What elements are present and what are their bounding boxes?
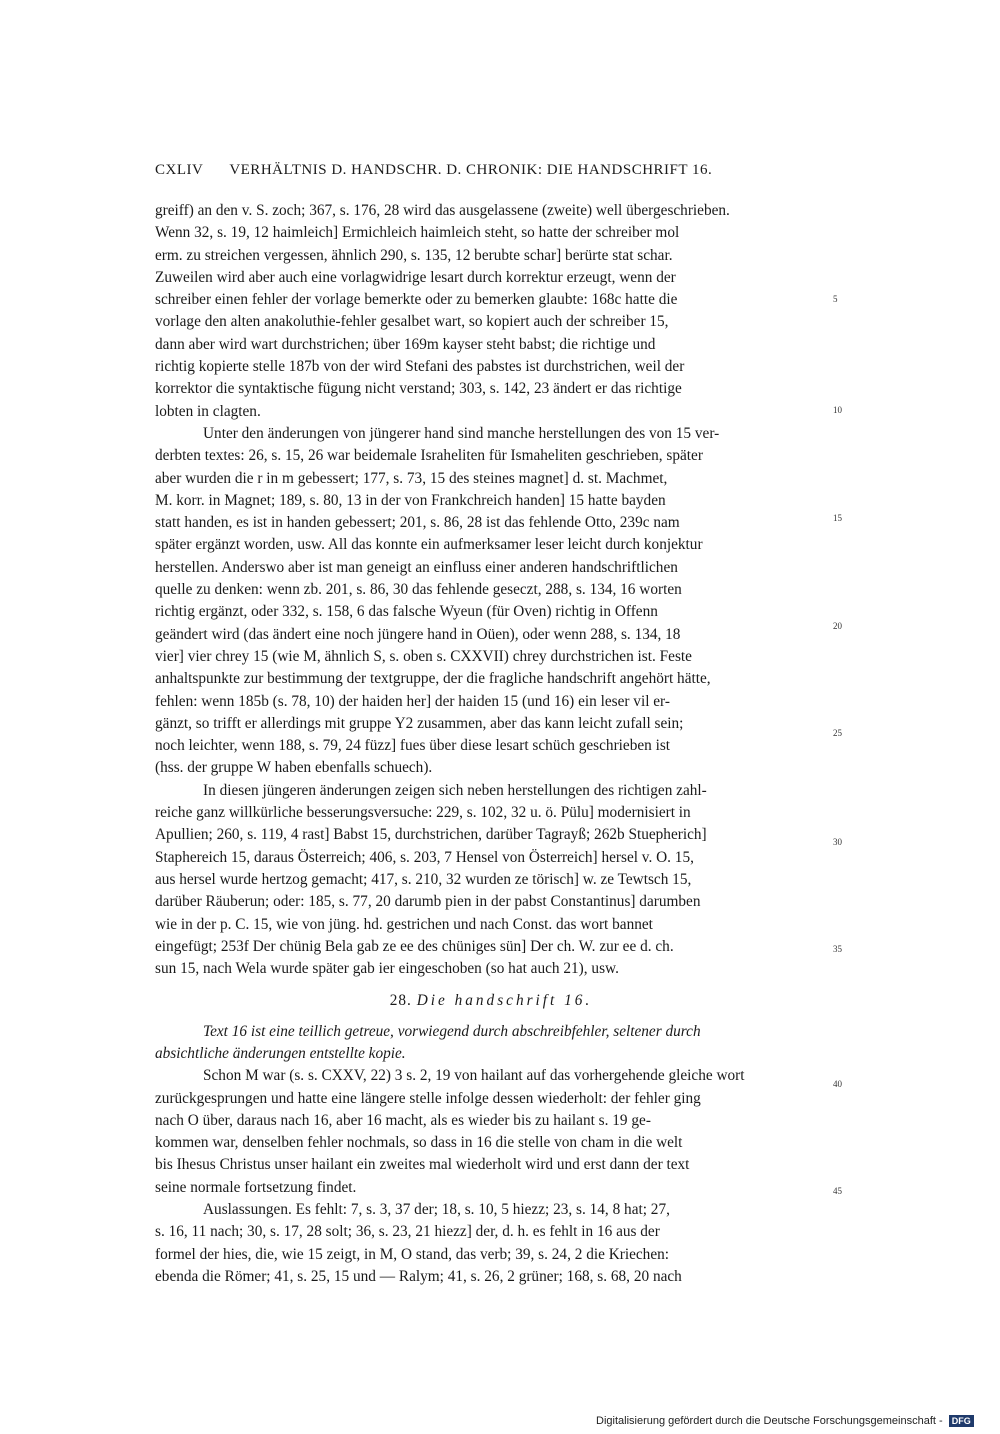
text-line: ebenda die Römer; 41, s. 25, 15 und — Ralym; 41, s. 26, 2 grüner; 168, s. 68, 20 nach <box>155 1267 682 1285</box>
text-line: Text 16 ist eine teillich getreue, vorwiegend durch abschreibfehler, seltener durch <box>203 1022 701 1040</box>
line-number: 20 <box>833 621 842 631</box>
text-line: vorlage den alten anakoluthie-fehler gesalbet wart, so kopiert auch der schreiber 15, <box>155 313 669 331</box>
dfg-logo: DFG <box>949 1415 974 1427</box>
text-line: derbten textes: 26, s. 15, 26 war beidemale Israheliten für Ismaheliten geschrieben, später <box>155 447 703 465</box>
line-number: 10 <box>833 405 842 415</box>
text-line: seine normale fortsetzung findet. <box>155 1178 357 1196</box>
text-line: absichtliche änderungen entstellte kopie. <box>155 1044 406 1062</box>
text-line: eingefügt; 253f Der chünig Bela gab ze ee des chüniges sün] Der ch. W. zur ee d. ch. <box>155 937 674 955</box>
text-line: Unter den änderungen von jüngerer hand sind manche herstellungen des von 15 ver- <box>203 424 720 442</box>
line-number: 15 <box>833 513 842 523</box>
text-line: M. korr. in Magnet; 189, s. 80, 13 in der von Frankchreich handen] 15 hatte bayden <box>155 491 666 509</box>
text-line: (hss. der gruppe W haben ebenfalls schuech). <box>155 759 433 777</box>
running-header <box>155 162 755 179</box>
text-line: Apullien; 260, s. 119, 4 rast] Babst 15, durchstrichen, darüber Tagrayß; 262b Stuepherich] <box>155 826 707 844</box>
text-line: Staphereich 15, daraus Österreich; 406, s. 203, 7 Hensel von Österreich] hersel v. O. 15, <box>155 848 694 866</box>
text-line: reiche ganz willkürliche besserungsversuche: 229, s. 102, 32 u. ö. Pülu] modernisiert in <box>155 804 691 822</box>
page-number: CXLIV <box>155 162 204 178</box>
text-line: Schon M war (s. s. CXXV, 22) 3 s. 2, 19 von hailant auf das vorhergehende gleiche wort <box>203 1067 745 1085</box>
digitization-footer <box>596 1415 996 1427</box>
text-line: In diesen jüngeren änderungen zeigen sich neben herstellungen des richtigen zahl- <box>203 781 707 799</box>
line-number: 5 <box>833 294 838 304</box>
text-line: erm. zu streichen vergessen, ähnlich 290, s. 135, 12 berubte schar] berürte stat schar. <box>155 246 673 264</box>
text-line: wie in der p. C. 15, wie von jüng. hd. gestrichen und nach Const. das wort bannet <box>155 915 653 933</box>
text-line: gänzt, so trifft er allerdings mit gruppe Y2 zusammen, aber das kann leicht zufall sein; <box>155 714 684 732</box>
section-title: Die handschrift 16. <box>416 992 593 1010</box>
text-line: anhaltspunkte zur bestimmung der textgruppe, der die fragliche handschrift angehört hätte, <box>155 670 711 688</box>
text-line: s. 16, 11 nach; 30, s. 17, 28 solt; 36, s. 23, 21 hiezz] der, d. h. es fehlt in 16 aus der <box>155 1223 660 1241</box>
running-title: VERHÄLTNIS D. HANDSCHR. D. CHRONIK: DIE HANDSCHRIFT 16. <box>229 162 713 178</box>
text-line: aber wurden die r in m gebessert; 177, s. 73, 15 des steines magnet] d. st. Machmet, <box>155 469 668 487</box>
text-line: noch leichter, wenn 188, s. 79, 24 füzz] fues über diese lesart schüch geschrieben ist <box>155 737 671 755</box>
text-line: darüber Räuberun; oder: 185, s. 77, 20 darumb pien in der pabst Constantinus] darumben <box>155 893 701 911</box>
text-line: quelle zu denken: wenn zb. 201, s. 86, 30 das fehlende geseczt, 288, s. 134, 16 worten <box>155 581 682 599</box>
text-line: dann aber wird wart durchstrichen; über 169m kayser steht babst; die richtige und <box>155 335 656 353</box>
text-line: aus hersel wurde hertzog gemacht; 417, s. 210, 32 wurden ze törisch] w. ze Tewtsch 15, <box>155 870 692 888</box>
text-line: später ergänzt worden, usw. All das konnte ein aufmerksamer leser leicht durch konjektur <box>155 536 703 554</box>
line-number: 40 <box>833 1079 842 1089</box>
text-line: herstellen. Anderswo aber ist man geneigt an einfluss einer anderen handschriftlichen <box>155 558 678 576</box>
footer-text: Digitalisierung gefördert durch die Deutsche Forschungsgemeinschaft - <box>596 1415 943 1427</box>
text-line: zurückgesprungen und hatte eine längere stelle infolge dessen wiederholt: der fehler ging <box>155 1089 701 1107</box>
line-number: 30 <box>833 837 842 847</box>
text-line: korrektor die syntaktische fügung nicht verstand; 303, s. 142, 23 ändert er das richtige <box>155 380 682 398</box>
text-line: Wenn 32, s. 19, 12 haimleich] Ermichleich haimleich steht, so hatte der schreiber mol <box>155 224 680 242</box>
text-line: vier] vier chrey 15 (wie M, ähnlich S, s. oben s. CXXVII) chrey durchstrichen ist. Feste <box>155 647 692 665</box>
line-number: 25 <box>833 728 842 738</box>
text-line: Auslassungen. Es fehlt: 7, s. 3, 37 der; 18, s. 10, 5 hiezz; 23, s. 14, 8 hat; 27, <box>203 1201 670 1219</box>
text-line: richtig kopierte stelle 187b von der wird Stefani des pabstes ist durchstrichen, weil der <box>155 358 685 376</box>
line-number: 35 <box>833 944 842 954</box>
section-number: 28. <box>389 992 412 1010</box>
section-heading <box>155 990 827 1012</box>
text-line: geändert wird (das ändert eine noch jüngere hand in Oüen), oder wenn 288, s. 134, 18 <box>155 625 681 643</box>
text-line: richtig ergänzt, oder 332, s. 158, 6 das falsche Wyeun (für Oven) richtig in Offenn <box>155 603 658 621</box>
text-line: bis Ihesus Christus unser hailant ein zweites mal wiederholt wird und erst dann der text <box>155 1156 690 1174</box>
text-line: lobten in clagten. <box>155 402 261 420</box>
text-column <box>155 200 827 1288</box>
text-line: Zuweilen wird aber auch eine vorlagwidrige lesart durch korrektur erzeugt, wenn der <box>155 268 676 286</box>
text-line: kommen war, denselben fehler nochmals, so dass in 16 die stelle von cham in die welt <box>155 1134 683 1152</box>
text-line: statt handen, es ist in handen gebessert; 201, s. 86, 28 ist das fehlende Otto, 239c nam <box>155 514 680 532</box>
text-line: greiff) an den v. S. zoch; 367, s. 176, 28 wird das ausgelassene (zweite) well übergeschrieben. <box>155 202 730 219</box>
line-number: 45 <box>833 1186 842 1196</box>
text-line: schreiber einen fehler der vorlage bemerkte oder zu bemerken glaubte: 168c hatte die <box>155 291 678 309</box>
text-line: fehlen: wenn 185b (s. 78, 10) der haiden her] der haiden 15 (und 16) ein leser vil er- <box>155 692 670 710</box>
text-line: formel der hies, die, wie 15 zeigt, in M, O stand, das verb; 39, s. 24, 2 die Kriechen: <box>155 1245 670 1263</box>
text-line: sun 15, nach Wela wurde später gab ier eingeschoben (so hat auch 21), usw. <box>155 960 619 978</box>
text-line: nach O über, daraus nach 16, aber 16 macht, als es wieder bis zu hailant s. 19 ge- <box>155 1111 651 1129</box>
